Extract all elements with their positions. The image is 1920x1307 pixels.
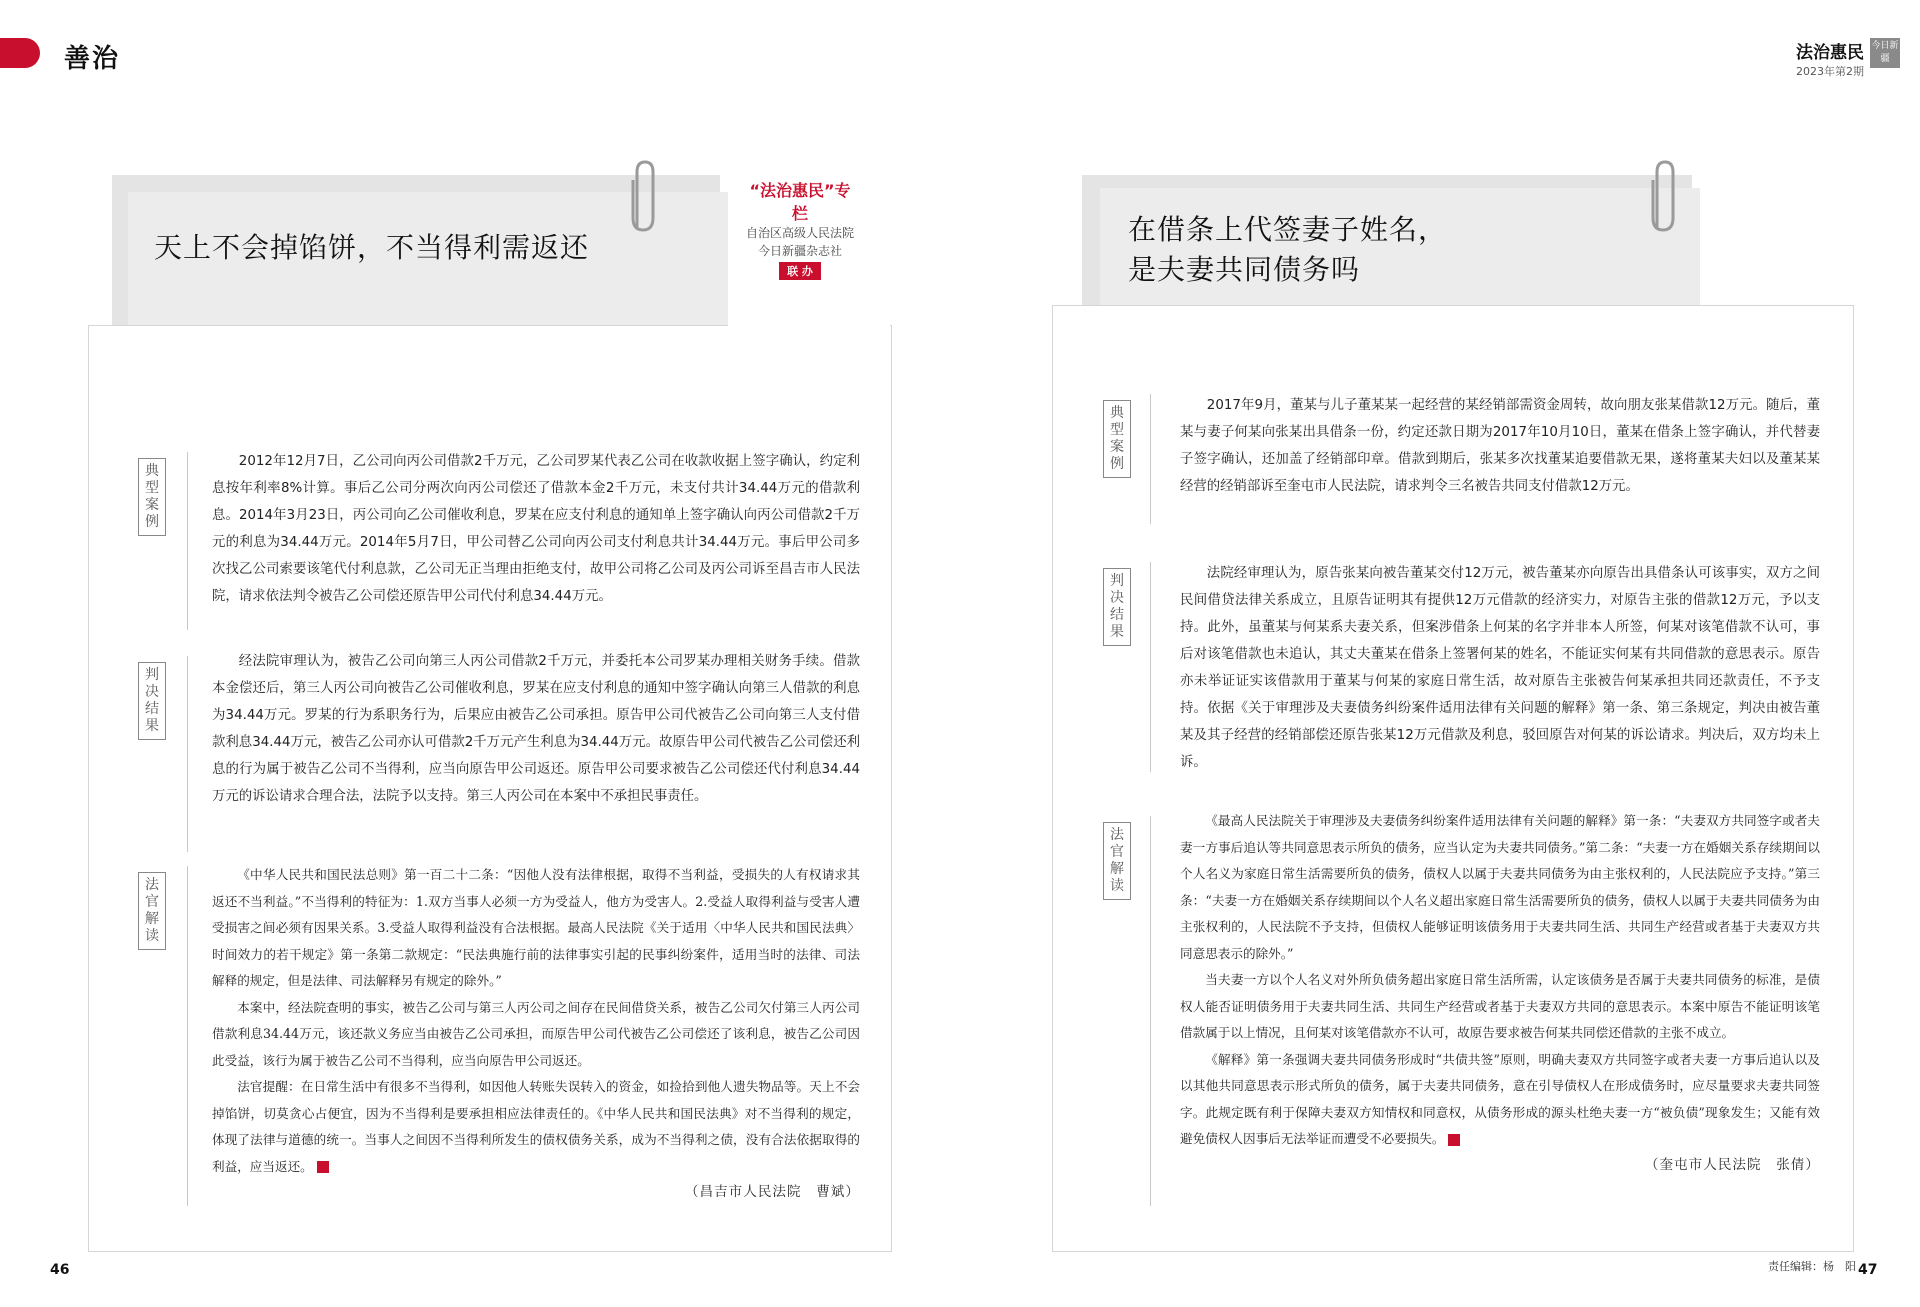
brand-name: 法治惠民 [1796,43,1864,63]
left-author: （昌吉市人民法院 曹斌） [684,1184,860,1200]
label-interpret: 法官解读 [138,872,166,950]
label-case: 典型案例 [1103,400,1131,478]
left-verdict-text: 经法院审理认为，被告乙公司向第三人丙公司借款2千万元，并委托本公司罗某办理相关财务手续。借款本金偿还后，第三人丙公司向被告乙公司催收利息，罗某在应支付利息的通知中签字确认向第三人借款的利息为34.44万元。罗某的行为系职务行为，后果应由被告乙公司承担。原告甲公司代被告乙公司向第三人支付借款利息34.44万元，被告乙公司亦认可借款2千万元产生利息为34.44万元。故原告甲公司代被告乙公司偿还利息的行为属于被告乙公司不当得利，应当向原告甲公司返还。原告甲公司要求被告乙公司偿还代付利息34.44万元的诉讼请求合理合法，法院予以支持。第三人丙公司在本案中不承担民事责任。 [212,654,860,804]
divider-line [187,452,188,630]
label-verdict: 判决结果 [138,662,166,740]
left-interpret-section [212,862,860,1200]
paperclip-icon [1645,158,1681,238]
editor-credit: 责任编辑：杨 阳 [1768,1260,1856,1273]
left-case-section [212,448,860,610]
divider-line [187,866,188,1206]
right-interpret-p1: 《最高人民法院关于审理涉及夫妻债务纠纷案件适用法律有关问题的解释》第一条：“夫妻双方共同签字或者夫妻一方事后追认等共同意思表示所负的债务，应当认定为夫妻共同债务。”第二条：“夫妻一方在婚姻关系存续期间以个人名义为家庭日常生活需要所负的债务，债权人以属于夫妻共同债务为由主张权利的，人民法院应予支持。”第三条：“夫妻一方在婚姻关系存续期间以个人名义超出家庭日常生活需要所负的债务，债权人以属于夫妻共同债务为由主张权利的，人民法院不予支持，但债权人能够证明该债务用于夫妻共同生活、共同生产经营或者基于夫妻双方共同意思表示的除外。” [1180,813,1820,961]
right-case-text: 2017年9月，董某与儿子董某某一起经营的某经销部需资金周转，故向朋友张某借款12万元。随后，董某与妻子何某向张某出具借条一份，约定还款日期为2017年10月10日，董某在借条上签字确认，并代替妻子签字确认，还加盖了经销部印章。借款到期后，张某多次找董某追要借款无果，遂将董某夫妇以及董某某经营的经销部诉至奎屯市人民法院，请求判令三名被告共同支付借款12万元。 [1180,398,1820,494]
column-credit-line1: 自治区高级人民法院 [745,226,854,240]
left-verdict-section [212,648,860,810]
brand-badge: 今日新疆 [1870,38,1900,68]
column-credit-title: “法治惠民”专栏 [749,181,851,223]
left-interpret-p2: 本案中，经法院查明的事实，被告乙公司与第三人丙公司之间存在民间借贷关系，被告乙公司欠付第三人丙公司借款利息34.44万元，该还款义务应当由被告乙公司承担，而原告甲公司代被告乙公司偿还了该利息，被告乙公司因此受益，该行为属于被告乙公司不当得利，应当向原告甲公司返还。 [212,999,860,1068]
left-interpret-p3 [212,1074,860,1180]
brand-issue: 2023年第2期 [1796,65,1864,78]
divider-line [1150,562,1151,772]
end-mark-icon [317,1161,329,1173]
divider-line [1150,816,1151,1206]
right-interpret-p2: 当夫妻一方以个人名义对外所负债务超出家庭日常生活所需，认定该债务是否属于夫妻共同债务的标准，是债权人能否证明债务用于夫妻共同生活、共同生产经营或者基于夫妻双方共同的意思表示。本案中原告不能证明该笔借款属于以上情况，且何某对该笔借款亦不认可，故原告要求被告何某共同偿还借款的主张不成立。 [1180,972,1820,1040]
end-mark-icon [1448,1134,1460,1146]
right-case-section [1180,392,1820,500]
left-case-text: 2012年12月7日，乙公司向丙公司借款2千万元，乙公司罗某代表乙公司在收款收据上签字确认，约定利息按年利率8%计算。事后乙公司分两次向丙公司偿还了借款本金2千万元，未支付共计34.44万元的借款利息。2014年3月23日，丙公司向乙公司催收利息，罗某在应支付利息的通知单上签字确认向丙公司借款2千万元的利息为34.44万元。2014年5月7日，甲公司替乙公司向丙公司支付利息共计34.44万元。事后甲公司多次找乙公司索要该笔代付利息款，乙公司无正当理由拒绝支付，故甲公司将乙公司及丙公司诉至昌吉市人民法院，请求依法判令被告乙公司偿还原告甲公司代付利息34.44万元。 [212,454,860,604]
left-article-title: 天上不会掉馅饼，不当得利需返还 [154,231,590,264]
column-credit [745,178,855,280]
divider-line [1150,394,1151,524]
label-case: 典型案例 [138,458,166,536]
right-author: （奎屯市人民法院 张倩） [1644,1156,1820,1173]
section-name: 善治 [64,44,121,74]
right-page-number: 47 [1858,1262,1878,1278]
right-title-line2: 是夫妻共同债务吗 [1128,253,1361,286]
right-verdict-section [1180,560,1820,776]
divider-line [187,656,188,852]
right-title-line1: 在借条上代签妻子姓名， [1128,213,1448,246]
section-red-tab [0,38,40,68]
label-interpret: 法官解读 [1103,822,1131,900]
column-credit-line2: 今日新疆杂志社 [757,244,842,258]
right-interpret-p3 [1180,1047,1820,1153]
right-interpret-section [1180,808,1820,1173]
column-credit-tag: 联 办 [779,262,821,280]
left-interpret-p3-text: 法官提醒：在日常生活中有很多不当得利，如因他人转账失误转入的资金，如捡拾到他人遗失物品等。天上不会掉馅饼，切莫贪心占便宜，因为不当得利是要承担相应法律责任的。《中华人民共和国民法典》对不当得利的规定，体现了法律与道德的统一。当事人之间因不当得利所发生的债权债务关系，成为不当得利之债，没有合法依据取得的利益，应当返还。 [212,1079,860,1174]
paperclip-icon [625,158,661,238]
left-page-number: 46 [50,1262,70,1278]
magazine-brand [1796,38,1864,79]
left-interpret-p1: 《中华人民共和国民法总则》第一百二十二条：“因他人没有法律根据，取得不当利益，受损失的人有权请求其返还不当利益。”不当得利的特征为：1.双方当事人必须一方为受益人，他方为受害人。2.受益人取得利益与受害人遭受损害之间必须有因果关系。3.受益人取得利益没有合法根据。最高人民法院《关于适用〈中华人民共和国民法典〉时间效力的若干规定》第一条第二款规定：“民法典施行前的法律事实引起的民事纠纷案件，适用当时的法律、司法解释的规定，但是法律、司法解释另有规定的除外。” [212,867,860,988]
right-article-title [1128,210,1447,290]
label-verdict: 判决结果 [1103,568,1131,646]
right-interpret-p3-text: 《解释》第一条强调夫妻共同债务形成时“共债共签”原则，明确夫妻双方共同签字或者夫妻一方事后追认以及以其他共同意思表示形式所负的债务，属于夫妻共同债务，意在引导债权人在形成债务时，应尽量要求夫妻共同签字。此规定既有利于保障夫妻双方知情权和同意权，从债务形成的源头杜绝夫妻一方“被负债”现象发生；又能有效避免债权人因事后无法举证而遭受不必要损失。 [1180,1051,1820,1146]
right-verdict-text: 法院经审理认为，原告张某向被告董某交付12万元，被告董某亦向原告出具借条认可该事实，双方之间民间借贷法律关系成立，且原告证明其有提供12万元借款的经济实力，对原告主张的借款12万元，予以支持。此外，虽董某与何某系夫妻关系，但案涉借条上何某的名字并非本人所签，何某对该笔借款不认可，事后对该笔借款也未追认，其丈夫董某在借条上签署何某的姓名，不能证实何某有共同借款的意思表示。原告亦未举证证实该借款用于董某与何某的家庭日常生活，故对原告主张被告何某承担共同还款责任，不予支持。依据《关于审理涉及夫妻债务纠纷案件适用法律有关问题的解释》第一条、第三条规定，判决由被告董某及其子经营的经销部偿还原告张某12万元借款及利息，驳回原告对何某的诉讼请求。判决后，双方均未上诉。 [1180,566,1820,770]
box-notch [728,325,890,391]
